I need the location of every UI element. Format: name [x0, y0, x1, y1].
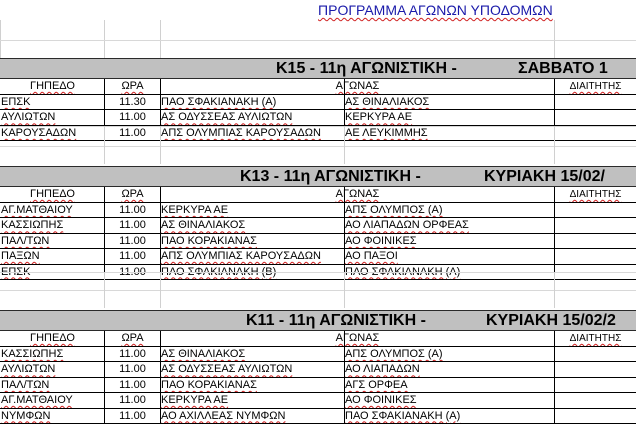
away-team-cell[interactable]: [344, 249, 554, 264]
ground-cell[interactable]: [0, 409, 104, 424]
ground-cell-text: ΑΓ.ΜΑΤΘΑΙΟΥ: [1, 394, 73, 407]
header-match: [160, 331, 554, 346]
section-band: [0, 310, 636, 331]
home-team-cell-text: ΠΑΟ ΚΟΡΑΚΙΑΝΑΣ: [161, 234, 257, 247]
time-cell[interactable]: [104, 362, 160, 377]
away-team-cell[interactable]: [344, 393, 554, 408]
header-match: [160, 187, 554, 202]
referee-cell[interactable]: [554, 378, 636, 393]
time-cell[interactable]: [104, 218, 160, 233]
grid-line: [104, 20, 105, 58]
home-team-cell-text: ΑΟ ΑΧΙΛΛΕΑΣ ΝΥΜΦΩΝ: [161, 409, 286, 422]
ground-cell-text: ΚΑΡΟΥΣΑΔΩΝ: [1, 126, 77, 139]
referee-cell[interactable]: [554, 362, 636, 377]
page-title: ΠΡΟΓΡΑΜΜΑ ΑΓΩΝΩΝ ΥΠΟΔΟΜΩΝ: [318, 2, 553, 18]
grid-line: [554, 187, 555, 280]
header-time: [104, 187, 160, 202]
away-team-cell[interactable]: [344, 378, 554, 393]
home-team-cell[interactable]: [160, 362, 344, 377]
home-team-cell-text: ΠΑΟ ΣΦΑΚΙΑΝΑΚΗ (Β): [161, 265, 277, 278]
match-row: [0, 218, 636, 233]
referee-cell[interactable]: [554, 95, 636, 110]
home-team-cell-text: ΑΠΣ ΟΛΥΜΠΙΑΣ ΚΑΡΟΥΣΑΔΩΝ: [161, 126, 321, 139]
grid-line: [0, 279, 636, 280]
grid-line: [0, 140, 636, 141]
grid-line: [0, 290, 636, 291]
grid-line: [0, 40, 636, 41]
referee-cell[interactable]: [554, 249, 636, 264]
time-cell[interactable]: [104, 347, 160, 362]
section-day: ΚΥΡΙΑΚΗ 15/02/2: [486, 312, 616, 329]
home-team-cell[interactable]: [160, 409, 344, 424]
time-cell-text: 11.00: [119, 378, 146, 391]
header-time: [104, 79, 160, 94]
ground-cell-text: ΑΥΛΙΩΤΩΝ: [1, 363, 56, 376]
away-team-cell-text: ΑΟ ΛΙΑΠΑΔΩΝ ΟΡΦΕΑΣ: [345, 219, 469, 232]
away-team-cell-text: ΠΑΟ ΣΦΑΚΙΑΝΑΚΗ (Α): [345, 265, 461, 278]
home-team-cell-text: ΑΣ ΘΙΝΑΛΙΑΚΟΣ: [161, 219, 246, 232]
grid-line: [0, 202, 636, 203]
match-row: [0, 234, 636, 249]
column-header-row: [0, 331, 636, 346]
header-referee-label: ΔΙΑΙΤΗΤΗΣ: [569, 333, 622, 344]
grid-line: [104, 272, 105, 308]
home-team-cell-text: ΑΣ ΟΔΥΣΣΕΑΣ ΑΥΛΙΩΤΩΝ: [161, 363, 293, 376]
grid-line: [344, 331, 345, 424]
match-row: [0, 378, 636, 393]
time-cell-text: 11.00: [119, 363, 146, 376]
section-band: [0, 166, 636, 187]
header-match: [160, 79, 554, 94]
ground-cell[interactable]: [0, 126, 104, 141]
ground-cell[interactable]: [0, 95, 104, 110]
grid-line: [554, 331, 555, 424]
section-day: ΚΥΡΙΑΚΗ 15/02/: [484, 168, 605, 185]
header-time-label: ΩΡΑ: [121, 80, 144, 92]
home-team-cell[interactable]: [160, 378, 344, 393]
ground-cell-text: ΠΑΛ/ΤΩΝ: [1, 378, 50, 391]
ground-cell-text: ΕΠΣΚ: [1, 96, 31, 108]
ground-cell-text: ΕΠΣΚ: [1, 265, 31, 278]
time-cell-text: 11.30: [119, 96, 146, 108]
away-team-cell[interactable]: [344, 203, 554, 218]
referee-cell[interactable]: [554, 203, 636, 218]
home-team-cell[interactable]: [160, 95, 344, 110]
section-category: Κ15 - 11η ΑΓΩΝΙΣΤΙΚΗ -: [276, 60, 457, 77]
grid-line: [0, 126, 636, 127]
ground-cell-text: ΑΥΛΙΩΤΩΝ: [1, 111, 56, 124]
section-category: Κ13 - 11η ΑΓΩΝΙΣΤΙΚΗ -: [240, 168, 421, 185]
time-cell-text: 11.00: [119, 250, 146, 263]
away-team-cell[interactable]: [344, 234, 554, 249]
column-header-row: [0, 79, 636, 94]
header-time: [104, 331, 160, 346]
grid-line: [160, 126, 161, 164]
grid-line: [160, 187, 161, 280]
time-cell[interactable]: [104, 110, 160, 125]
header-referee-label: ΔΙΑΙΤΗΤΗΣ: [569, 81, 622, 92]
time-cell-text: 11.00: [119, 234, 146, 247]
header-match-label: ΑΓΩΝΑΣ: [335, 332, 380, 344]
referee-cell[interactable]: [554, 393, 636, 408]
column-header-row: [0, 187, 636, 202]
home-team-cell[interactable]: [160, 393, 344, 408]
time-cell[interactable]: [104, 234, 160, 249]
grid-line: [344, 187, 345, 280]
grid-line: [554, 272, 555, 308]
ground-cell[interactable]: [0, 110, 104, 125]
referee-cell[interactable]: [554, 126, 636, 141]
away-team-cell[interactable]: [344, 347, 554, 362]
grid-line: [104, 187, 105, 280]
away-team-cell-text: ΑΠΣ ΟΛΥΜΠΟΣ (Α): [345, 348, 443, 360]
match-row: [0, 393, 636, 408]
grid-line: [554, 126, 555, 164]
time-cell-text: 11.00: [119, 265, 146, 278]
home-team-cell-text: ΚΕΡΚΥΡΑ ΑΕ: [161, 394, 229, 407]
ground-cell[interactable]: [0, 347, 104, 362]
home-team-cell[interactable]: [160, 249, 344, 264]
home-team-cell-text: ΑΠΣ ΟΛΥΜΠΙΑΣ ΚΑΡΟΥΣΑΔΩΝ: [161, 250, 321, 263]
match-row: [0, 110, 636, 125]
grid-line: [0, 146, 636, 147]
match-row: [0, 347, 636, 362]
header-ground-label: ΓΗΠΕΔΟ: [30, 332, 75, 344]
header-referee: [554, 187, 636, 202]
away-team-cell-text: ΑΣ ΘΙΝΑΛΙΑΚΟΣ: [345, 96, 430, 108]
home-team-cell-text: ΠΑΟ ΣΦΑΚΙΑΝΑΚΗ (Α): [161, 96, 277, 108]
grid-line: [160, 20, 161, 58]
time-cell-text: 11.00: [119, 348, 146, 360]
referee-cell[interactable]: [554, 218, 636, 233]
referee-cell[interactable]: [554, 110, 636, 125]
grid-line: [0, 20, 1, 58]
ground-cell[interactable]: [0, 378, 104, 393]
match-row: [0, 95, 636, 110]
home-team-cell[interactable]: [160, 110, 344, 125]
home-team-cell[interactable]: [160, 234, 344, 249]
time-cell[interactable]: [104, 378, 160, 393]
ground-cell[interactable]: [0, 203, 104, 218]
home-team-cell[interactable]: [160, 126, 344, 141]
grid-line: [104, 331, 105, 424]
match-row: [0, 203, 636, 218]
time-cell-text: 11.00: [119, 204, 146, 216]
section-band: [0, 58, 636, 79]
time-cell[interactable]: [104, 126, 160, 141]
away-team-cell[interactable]: [344, 409, 554, 424]
away-team-cell-text: ΑΠΣ ΟΛΥΜΠΟΣ (Α): [345, 204, 443, 216]
header-referee: [554, 79, 636, 94]
grid-line: [0, 346, 636, 347]
ground-cell[interactable]: [0, 218, 104, 233]
ground-cell[interactable]: [0, 393, 104, 408]
header-match-label: ΑΓΩΝΑΣ: [335, 188, 380, 200]
away-team-cell-text: ΑΓΣ ΟΡΦΕΑ: [345, 378, 408, 391]
ground-cell-text: ΠΑΞΩΝ: [1, 250, 40, 263]
section-day: ΣΑΒΒΑΤΟ 1: [518, 60, 608, 77]
time-cell-text: 11.00: [119, 219, 146, 232]
ground-cell[interactable]: [0, 249, 104, 264]
away-team-cell[interactable]: [344, 95, 554, 110]
referee-cell[interactable]: [554, 347, 636, 362]
grid-line: [344, 126, 345, 164]
away-team-cell-text: ΠΑΟ ΣΦΑΚΙΑΝΑΚΗ (Α): [345, 409, 461, 422]
grid-line: [0, 94, 636, 95]
away-team-cell[interactable]: [344, 110, 554, 125]
grid-line: [160, 331, 161, 424]
ground-cell[interactable]: [0, 362, 104, 377]
away-team-cell-text: ΑΟ ΠΑΞΟΙ: [345, 250, 398, 263]
ground-cell-text: ΚΑΣΣΙΩΠΗΣ: [1, 348, 64, 360]
time-cell[interactable]: [104, 409, 160, 424]
ground-cell-text: ΠΑΛ/ΤΩΝ: [1, 234, 50, 247]
grid-line: [104, 126, 105, 164]
referee-cell[interactable]: [554, 234, 636, 249]
time-cell[interactable]: [104, 249, 160, 264]
grid-line: [344, 272, 345, 308]
header-referee: [554, 331, 636, 346]
ground-cell-text: ΝΥΜΦΩΝ: [1, 409, 51, 422]
away-team-cell-text: ΑΟ ΛΙΑΠΑΔΩΝ: [345, 363, 420, 376]
header-referee-label: ΔΙΑΙΤΗΤΗΣ: [569, 189, 622, 200]
home-team-cell-text: ΚΕΡΚΥΡΑ ΑΕ: [161, 204, 229, 216]
away-team-cell-text: ΑΟ ΦΟΙΝΙΚΕΣ: [345, 234, 417, 247]
away-team-cell-text: ΑΕ ΛΕΥΚΙΜΜΗΣ: [345, 126, 428, 139]
away-team-cell[interactable]: [344, 126, 554, 141]
header-ground-label: ΓΗΠΕΔΟ: [30, 80, 75, 92]
header-ground: [0, 187, 104, 202]
grid-line: [0, 423, 636, 424]
grid-line: [554, 20, 555, 58]
time-cell-text: 11.00: [119, 111, 146, 124]
grid-line: [0, 272, 636, 273]
ground-cell-text: ΑΓ.ΜΑΤΘΑΙΟΥ: [1, 204, 73, 216]
time-cell-text: 11.00: [119, 394, 146, 407]
away-team-cell[interactable]: [344, 218, 554, 233]
match-row: [0, 249, 636, 264]
home-team-cell-text: ΑΣ ΟΔΥΣΣΕΑΣ ΑΥΛΙΩΤΩΝ: [161, 111, 293, 124]
time-cell[interactable]: [104, 95, 160, 110]
time-cell[interactable]: [104, 393, 160, 408]
time-cell-text: 11.00: [119, 409, 146, 422]
header-ground-label: ΓΗΠΕΔΟ: [30, 188, 75, 200]
ground-cell-text: ΚΑΣΣΙΩΠΗΣ: [1, 219, 64, 232]
away-team-cell[interactable]: [344, 362, 554, 377]
match-row: [0, 409, 636, 424]
ground-cell[interactable]: [0, 234, 104, 249]
away-team-cell-text: ΑΟ ΦΟΙΝΙΚΕΣ: [345, 394, 417, 407]
header-ground: [0, 79, 104, 94]
home-team-cell-text: ΑΣ ΘΙΝΑΛΙΑΚΟΣ: [161, 348, 246, 360]
time-cell-text: 11.00: [119, 126, 146, 139]
match-row: [0, 126, 636, 141]
grid-line: [160, 272, 161, 308]
header-time-label: ΩΡΑ: [121, 188, 144, 200]
home-team-cell[interactable]: [160, 218, 344, 233]
header-time-label: ΩΡΑ: [121, 332, 144, 344]
referee-cell[interactable]: [554, 409, 636, 424]
home-team-cell[interactable]: [160, 347, 344, 362]
home-team-cell-text: ΠΑΟ ΚΟΡΑΚΙΑΝΑΣ: [161, 378, 257, 391]
header-ground: [0, 331, 104, 346]
time-cell[interactable]: [104, 203, 160, 218]
header-match-label: ΑΓΩΝΑΣ: [335, 80, 380, 92]
home-team-cell[interactable]: [160, 203, 344, 218]
match-row: [0, 362, 636, 377]
away-team-cell-text: ΚΕΡΚΥΡΑ ΑΕ: [345, 111, 413, 124]
section-category: Κ11 - 11η ΑΓΩΝΙΣΤΙΚΗ -: [246, 312, 426, 329]
